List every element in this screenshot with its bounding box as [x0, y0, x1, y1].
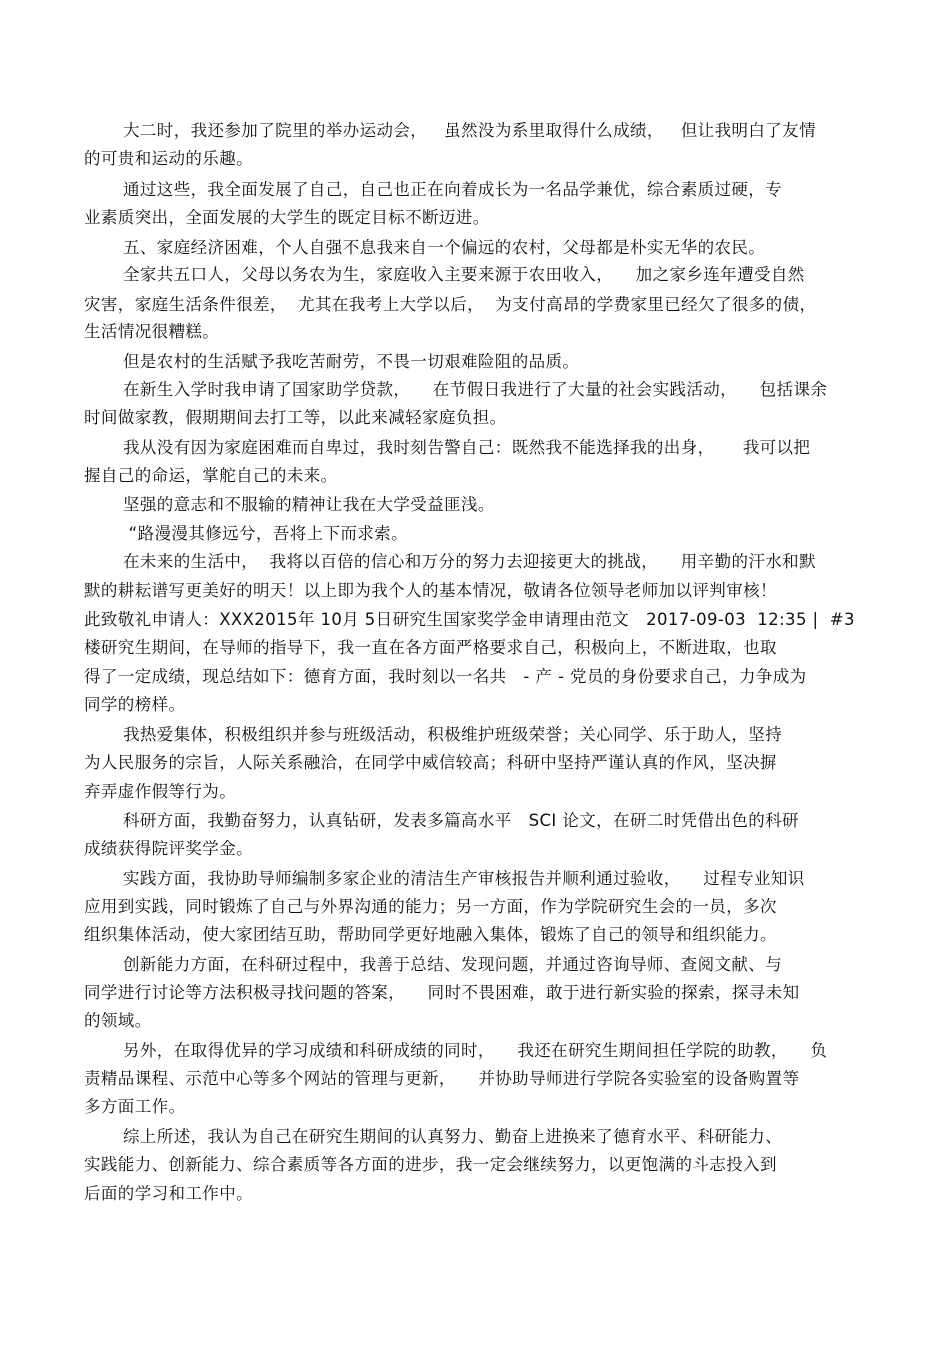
text-line: 通过这些，我全面发展了自己，自己也正在向着成长为一名品学兼优，综合素质过硬，专 [123, 180, 783, 199]
text-line: 全家共五口人，父母以务农为生，家庭收入主要来源于农田收入， 加之家乡连年遭受自然 [123, 265, 805, 284]
text-line: 科研方面，我勤奋努力，认真钻研，发表多篇高水平 SCI 论文，在研二时凭借出色的科研 [123, 811, 799, 830]
text-line: 后面的学习和工作中。 [84, 1184, 253, 1203]
text-line: 此致敬礼申请人：XXX2015年 10月 5日研究生国家奖学金申请理由范文 2017-09-03 12:35 | #3 [84, 610, 855, 629]
text-line: 成绩获得院评奖学金。 [84, 839, 253, 858]
text-line: 坚强的意志和不服输的精神让我在大学受益匪浅。 [123, 495, 495, 514]
text-line: 默的耕耘谱写更美好的明天！以上即为我个人的基本情况，敬请各位领导老师加以评判审核！ [84, 581, 777, 600]
text-line: 的领域。 [84, 1011, 152, 1030]
text-line: 实践方面，我协助导师编制多家企业的清洁生产审核报告并顺利通过验收， 过程专业知识 [123, 869, 805, 888]
text-line: 但是农村的生活赋予我吃苦耐劳，不畏一切艰难险阻的品质。 [123, 352, 580, 371]
text-line: 我从没有因为家庭困难而自卑过，我时刻告警自己：既然我不能选择我的出身， 我可以把 [123, 438, 811, 457]
text-line: 多方面工作。 [84, 1097, 186, 1116]
text-line: 创新能力方面，在科研过程中，我善于总结、发现问题，并通过咨询导师、查阅文献、与 [123, 955, 783, 974]
text-line: 大二时，我还参加了院里的举办运动会， 虽然没为系里取得什么成绩， 但让我明白了友情 [123, 121, 816, 140]
text-line: 同学进行讨论等方法积极寻找问题的答案， 同时不畏困难，敢于进行新实验的探索，探寻未知 [84, 983, 800, 1002]
text-line: 同学的榜样。 [84, 695, 186, 714]
text-line: 在新生入学时我申请了国家助学贷款， 在节假日我进行了大量的社会实践活动， 包括课余 [123, 380, 828, 399]
text-line: 实践能力、创新能力、综合素质等各方面的进步，我一定会继续努力，以更饱满的斗志投入到 [84, 1155, 777, 1174]
text-line: 责精品课程、示范中心等多个网站的管理与更新， 并协助导师进行学院各实验室的设备购置等 [84, 1069, 800, 1088]
text-line: 楼研究生期间，在导师的指导下，我一直在各方面严格要求自己，积极向上，不断进取，也取 [84, 638, 777, 657]
text-line: 灾害，家庭生活条件很差， 尤其在我考上大学以后， 为支付高昂的学费家里已经欠了很多的债， [84, 295, 817, 314]
text-line: 应用到实践，同时锻炼了自己与外界沟通的能力；另一方面，作为学院研究生会的一员，多次 [84, 897, 777, 916]
text-line: 业素质突出，全面发展的大学生的既定目标不断迈进。 [84, 208, 490, 227]
text-line: 握自己的命运，掌舵自己的未来。 [84, 466, 338, 485]
text-line: 的可贵和运动的乐趣。 [84, 149, 253, 168]
text-line: 生活情况很糟糕。 [84, 322, 220, 341]
text-line: 组织集体活动，使大家团结互助，帮助同学更好地融入集体，锻炼了自己的领导和组织能力。 [84, 925, 777, 944]
text-line: 在未来的生活中， 我将以百倍的信心和万分的努力去迎接更大的挑战， 用辛勤的汗水和默 [123, 552, 816, 571]
text-line: 弃弄虚作假等行为。 [84, 782, 237, 801]
text-line: “路漫漫其修远兮，吾将上下而求索。 [123, 524, 408, 543]
text-line: 为人民服务的宗旨，人际关系融洽，在同学中威信较高；科研中坚持严谨认真的作风，坚决摒 [84, 753, 777, 772]
text-line: 时间做家教，假期期间去打工等，以此来减轻家庭负担。 [84, 408, 507, 427]
text-line: 我热爱集体，积极组织并参与班级活动，积极维护班级荣誉；关心同学、乐于助人，坚持 [123, 725, 783, 744]
text-line: 综上所述，我认为自己在研究生期间的认真努力、勤奋上进换来了德育水平、科研能力、 [123, 1127, 783, 1146]
text-line: 另外，在取得优异的学习成绩和科研成绩的同时， 我还在研究生期间担任学院的助教， 负 [123, 1041, 828, 1060]
text-line: 五、家庭经济困难，个人自强不息我来自一个偏远的农村，父母都是朴实无华的农民。 [123, 238, 766, 257]
text-line: 得了一定成绩，现总结如下：德育方面，我时刻以一名共 - 产 - 党员的身份要求自己，力争成为 [84, 667, 807, 686]
